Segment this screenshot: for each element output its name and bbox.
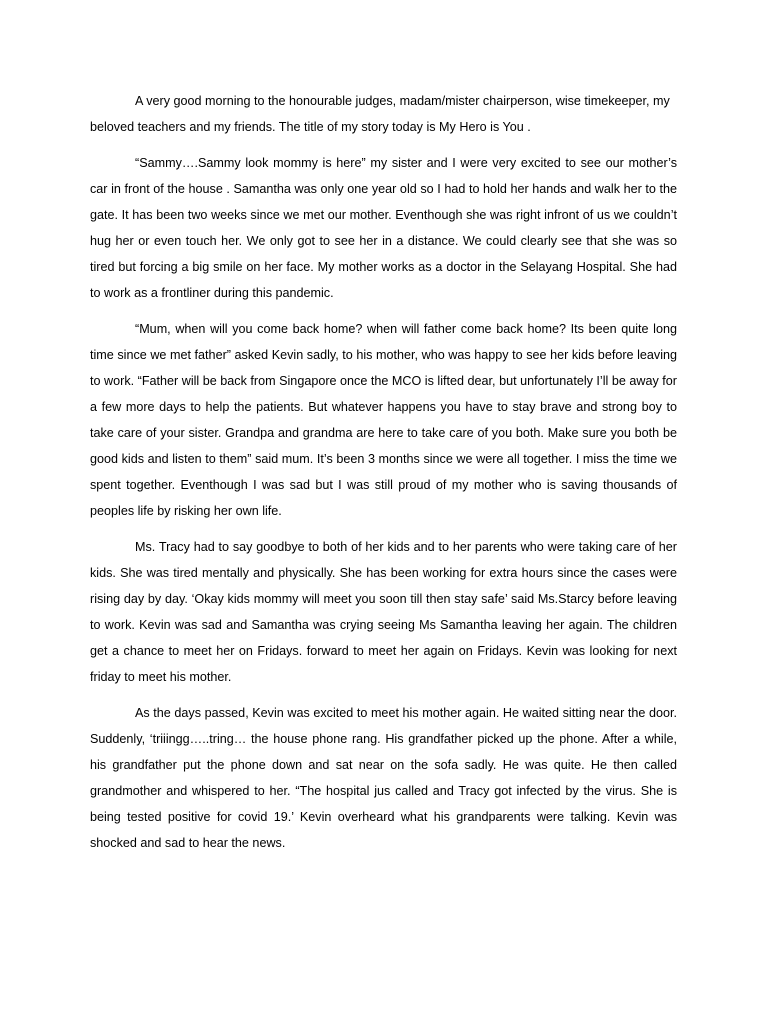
paragraph-ms-tracy: Ms. Tracy had to say goodbye to both of her kids and to her parents who were taking care of her kids. She was tired mentally and physically. She has been working for extra hours since the cases were rising day by day. ‘Okay kids mommy will meet you soon till then stay safe’ said Ms.Starcy before leaving to work. Kevin was sad and Samantha was crying seeing Ms Samantha leaving her again. The children get a chance to meet her on Fridays. forward to meet her again on Fridays. Kevin was looking for next friday to meet his mother.: [90, 540, 677, 684]
document-body: [90, 88, 677, 866]
paragraph-intro: A very good morning to the honourable judges, madam/mister chairperson, wise timekeeper, my beloved teachers and my friends. The title of my story today is My Hero is You .: [90, 94, 670, 134]
paragraph-days-passed: As the days passed, Kevin was excited to meet his mother again. He waited sitting near the door. Suddenly, ‘triiingg…..tring… the house phone rang. His grandfather picked up the phone. After a while, his grandfather put the phone down and sat near on the sofa sadly. He was quite. He then called grandmother and whispered to her. “The hospital jus called and Tracy got infected by the virus. She is being tested positive for covid 19.’ Kevin overheard what his grandparents were talking. Kevin was shocked and sad to hear the news.: [90, 706, 677, 850]
paragraph-sammy: “Sammy….Sammy look mommy is here” my sister and I were very excited to see our mother’s car in front of the house . Samantha was only one year old so I had to hold her hands and walk her to the gate. It has been two weeks since we met our mother. Eventhough she was right infront of us we couldn’t hug her or even touch her. We only got to see her in a distance. We could clearly see that she was so tired but forcing a big smile on her face. My mother works as a doctor in the Selayang Hospital. She had to work as a frontliner during this pandemic.: [90, 156, 677, 300]
paragraph-mum: “Mum, when will you come back home? when will father come back home? Its been quite long time since we met father” asked Kevin sadly, to his mother, who was happy to see her kids before leaving to work. “Father will be back from Singapore once the MCO is lifted dear, but unfortunately I’ll be away for a few more days to help the patients. But whatever happens you have to stay brave and strong boy to take care of your sister. Grandpa and grandma are here to take care of you both. Make sure you both be good kids and listen to them” said mum. It’s been 3 months since we were all together. I miss the time we spent together. Eventhough I was sad but I was still proud of my mother who is saving thousands of peoples life by risking her own life.: [90, 322, 677, 518]
